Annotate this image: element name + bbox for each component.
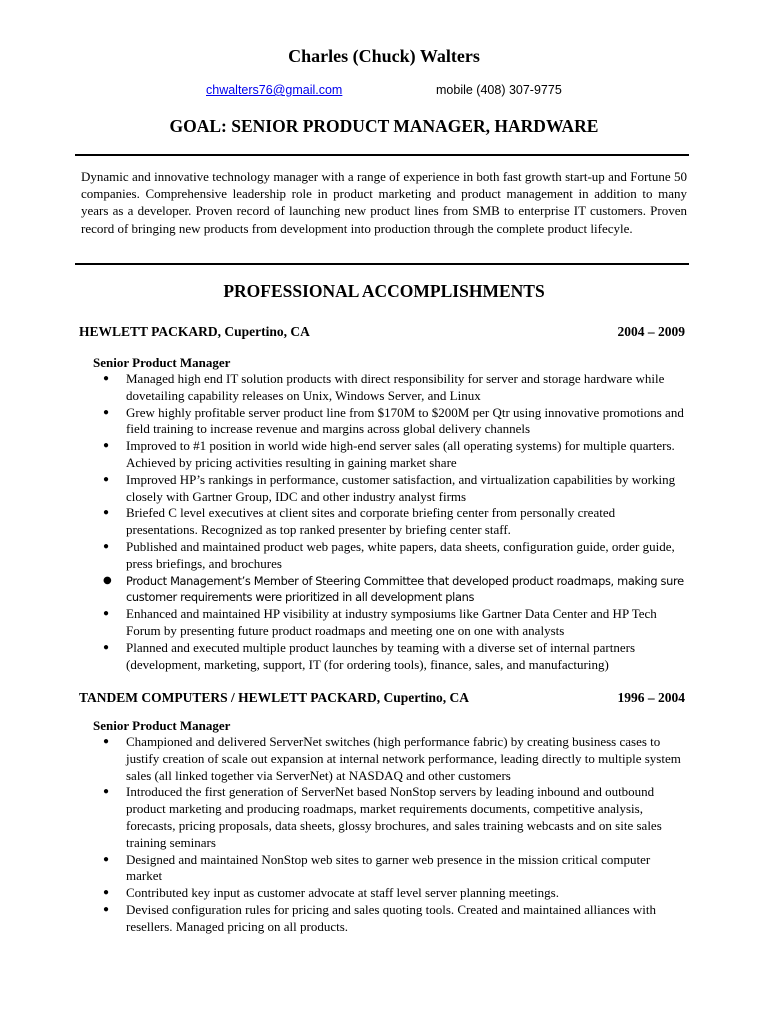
email-link[interactable]: chwalters76@gmail.com — [206, 83, 343, 97]
job-entry-tandem — [79, 688, 685, 936]
list-item — [79, 640, 686, 674]
accomplishment-list — [79, 371, 685, 673]
bullet-text: Improved to #1 position in world wide high-end server sales (all operating systems) for multiple quarters. Achieved by pricing activities resulting in gaining market share — [126, 438, 675, 470]
job-dates: 2004 – 2009 — [617, 324, 685, 339]
bullet-text: Introduced the first generation of ServerNet based NonStop servers by leading inbound and outbound product marketing and producing roadmaps, market requirements documents, competitive analysis, forecasts, pricing proposals, data sheets, glossy brochures, and sales training webcasts and on site sales training seminars — [126, 784, 662, 850]
bullet-text: Briefed C level executives at client sites and corporate briefing center from personally created presentations. Recognized as top ranked presenter by briefing center staff. — [126, 505, 616, 538]
job-header — [79, 688, 685, 708]
bullet-icon: ● — [103, 853, 110, 865]
candidate-name: Charles (Chuck) Walters — [288, 46, 480, 66]
list-item — [79, 784, 686, 851]
bullet-icon: ● — [103, 574, 112, 586]
company-name: TANDEM COMPUTERS / HEWLETT PACKARD, Cupertino, CA — [79, 690, 470, 705]
job-dates: 1996 – 2004 — [617, 690, 685, 705]
bullet-icon: ● — [103, 641, 110, 653]
bullet-icon: ● — [103, 887, 110, 899]
divider-top — [75, 154, 689, 156]
bullet-text: Managed high end IT solution products with direct responsibility for server and storage hardware while dovetailing capability releases on Unix, Windows Server, and Linux — [126, 371, 665, 403]
bullet-text: Published and maintained product web pages, white papers, data sheets, configuration guide, order guide, press briefings, and brochures — [126, 538, 675, 571]
company-name: HEWLETT PACKARD, Cupertino, CA — [79, 324, 310, 339]
bullet-icon: ● — [103, 440, 110, 452]
bullet-icon: ● — [103, 736, 110, 747]
job-title: Senior Product Manager — [93, 355, 231, 370]
bullet-text: Contributed key input as customer advocate at staff level server planning meetings. — [126, 885, 559, 901]
summary-paragraph: Dynamic and innovative technology manager with a range of experience in both fast growth start-up and Fortune 50 companies. Comprehensive leadership role in product marketing and product management in addition to many years as a developer. Proven record of launching new product lines from SMB to enterprise IT customers. Proven record of bringing new products from development into production through the complete product lifecyle. — [81, 169, 687, 236]
list-item — [79, 405, 686, 439]
bullet-text: Improved HP’s rankings in performance, customer satisfaction, and virtualization capabilities by working closely with Gartner Group, IDC and other industry analyst firms — [126, 471, 676, 504]
list-item — [79, 472, 686, 506]
list-item — [79, 539, 686, 573]
bullet-icon: ● — [103, 373, 110, 384]
list-item — [79, 606, 686, 640]
job-header — [79, 322, 685, 342]
bullet-text: Enhanced and maintained HP visibility at industry symposiums like Gartner Data Center and HP Tech Forum by presenting future product roadmaps and meeting one on one with analysts — [126, 606, 657, 638]
bullet-icon: ● — [103, 540, 110, 552]
list-item — [79, 734, 686, 784]
bullet-text: Devised configuration rules for pricing and sales quoting tools. Created and maintained alliances with resellers. Managed pricing on all products. — [126, 901, 656, 934]
divider-bottom — [75, 263, 689, 265]
accomplishment-list — [79, 734, 685, 936]
bullet-icon: ● — [103, 507, 110, 519]
bullet-text: Grew highly profitable server product line from $170M to $200M per Qtr using innovative promotions and field training to increase revenue and margins across global delivery channels — [126, 404, 684, 437]
section-title: PROFESSIONAL ACCOMPLISHMENTS — [223, 281, 545, 301]
bullet-icon: ● — [103, 903, 110, 915]
list-item — [79, 505, 686, 539]
bullet-text: Planned and executed multiple product launches by teaming with a diverse set of internal partners (development, marketing, support, IT (for ordering tools), finance, sales, and manufacturing) — [126, 639, 636, 672]
bullet-icon: ● — [103, 786, 110, 798]
list-item — [79, 438, 686, 472]
bullet-text: Designed and maintained NonStop web sites to garner web presence in the mission critical computer market — [126, 851, 651, 884]
bullet-icon: ● — [103, 608, 110, 620]
job-title: Senior Product Manager — [93, 718, 231, 733]
list-item — [79, 852, 686, 886]
list-item — [79, 371, 686, 405]
list-item — [79, 573, 686, 607]
list-item — [79, 902, 686, 936]
bullet-icon: ● — [103, 473, 110, 485]
job-entry-hp — [79, 322, 685, 673]
list-item — [79, 885, 686, 902]
bullet-text: Championed and delivered ServerNet switches (high performance fabric) by creating business cases to justify creation of scale out expansion at internal network performance, leading directly to multiple system sales (all linked together via ServerNet) at NASDAQ and other customers — [126, 734, 681, 783]
bullet-icon: ● — [103, 406, 110, 418]
goal-heading: GOAL: SENIOR PRODUCT MANAGER, HARDWARE — [169, 116, 599, 136]
bullet-text: Product Management’s Member of Steering Committee that developed product roadmaps, making sure customer requirements were prioritized in all development plans — [126, 573, 684, 605]
mobile-number: mobile (408) 307-9775 — [436, 83, 562, 97]
